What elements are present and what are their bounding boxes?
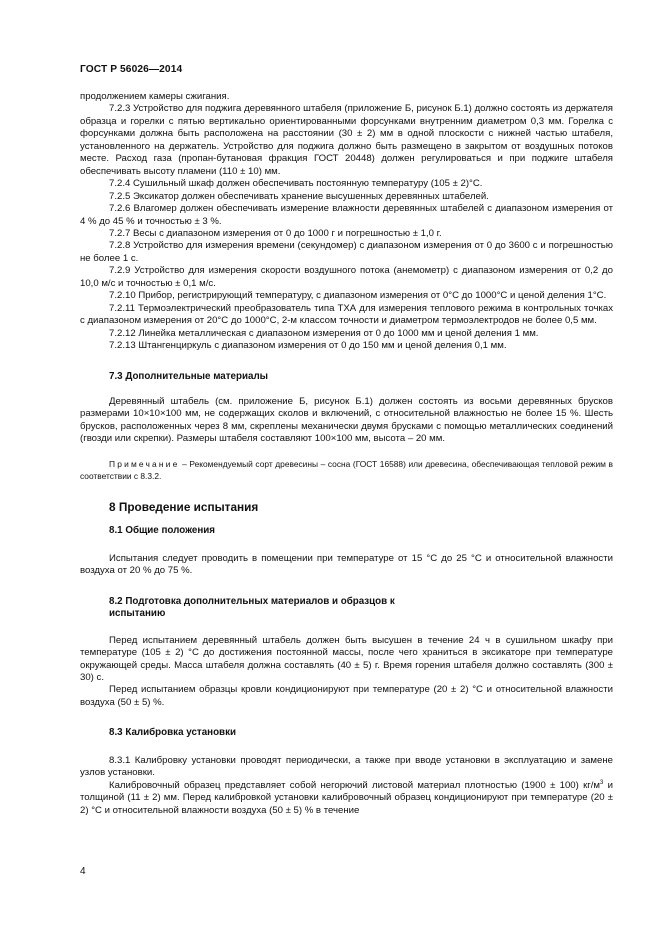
document-body	[80, 91, 613, 817]
page-number: 4	[80, 866, 86, 877]
paragraph-intro: продолжением камеры сжигания.	[80, 91, 230, 102]
paragraph-7-2-6: 7.2.6 Влагомер должен обеспечивать измерение влажности деревянных штабелей с диапазоном измерения от 4 % до 45 % и точностью ± 3 %.	[80, 203, 613, 227]
paragraph-8-1: Испытания следует проводить в помещении при температуре от 15 °С до 25 °С и относительной влажности воздуха от 20 % до 75 %.	[80, 552, 613, 577]
superscript-3: 3	[600, 779, 604, 786]
section-heading-8-3: 8.3 Калибровка установки	[109, 727, 237, 739]
section-heading-7-3: 7.3 Дополнительные материалы	[109, 370, 269, 382]
paragraph-7-2-3: 7.2.3 Устройство для поджига деревянного штабеля (приложение Б, рисунок Б.1) должно состоять из держателя образца и горелки с пятью вертикально ориентированными форсунками внутренним диаметром 0,3 мм. Горелка с форсунками должна быть расположена на расстоянии (30 ± 2) мм в одной плоскости с нижней частью штабеля, установленного на держатель. Устройство для поджига должно быть размещено в закрытом от воздушных потоков месте. Расход газа (пропан-бутановая фракция ГОСТ 20448) должен регулироваться и при поджиге штабеля обеспечивать высоту пламени (110 ± 10) мм.	[80, 103, 613, 177]
note	[80, 458, 613, 482]
paragraph-7-2-13: 7.2.13 Штангенциркуль с диапазоном измерения от 0 до 150 мм и ценой деления 0,1 мм.	[109, 340, 507, 352]
paragraph-7-2-4: 7.2.4 Сушильный шкаф должен обеспечивать постоянную температуру (105 ± 2)°С.	[109, 178, 483, 190]
paragraph-8-3-2-part-b: и толщиной (11 ± 2) мм. Перед калибровкой установки калибровочный образец кондиционируют при температуре (20 ± 2) °С и относительной влажности воздуха (50 ± 5) % в течение	[80, 779, 613, 816]
document-header: ГОСТ Р 56026—2014	[80, 64, 183, 75]
paragraph-8-3-2	[80, 780, 613, 817]
paragraph-7-2-11: 7.2.11 Термоэлектрический преобразователь типа ТХА для измерения теплового режима в контрольных точках с диапазоном измерения от 20°С до 1000°С, 2-м классом точности и диаметром термоэлектродов не более 0,5 мм.	[80, 302, 613, 327]
section-heading-8-2	[109, 596, 613, 620]
paragraph-7-2-8: 7.2.8 Устройство для измерения времени (секундомер) с диапазоном измерения от 0 до 3600 с и погрешностью не более 1 с.	[80, 240, 613, 264]
paragraph-8-2-a: Перед испытанием деревянный штабель должен быть высушен в течение 24 ч в сушильном шкафу при температуре (105 ± 2) °С до достижения постоянной массы, после чего храниться в эксикаторе при температуре окружающей среды. Масса штабеля должна составлять (40 ± 5) г. Время горения штабеля должно составлять (300 ± 30) с.	[80, 634, 613, 683]
paragraph-8-3-1: 8.3.1 Калибровку установки проводят периодически, а также при вводе установки в эксплуатацию и замене узлов установки.	[80, 754, 613, 779]
paragraph-7-2-10: 7.2.10 Прибор, регистрирующий температуру, с диапазоном измерения от 0°С до 1000°С и ценой деления 1°С.	[109, 290, 607, 302]
paragraph-8-2-b: Перед испытанием образцы кровли кондиционируют при температуре (20 ± 2) °С и относительной влажности воздуха (50 ± 5) %.	[80, 684, 613, 708]
section-heading-8-2-line1: 8.2 Подготовка дополнительных материалов и образцов к	[109, 595, 395, 607]
paragraph-7-2-7: 7.2.7 Весы с диапазоном измерения от 0 до 1000 г и погрешностью ± 1,0 г.	[109, 227, 442, 239]
paragraph-7-2-9: 7.2.9 Устройство для измерения скорости воздушного потока (анемометр) с диапазоном измерения от 0,2 до 10,0 м/с и точностью ± 0,1 м/с.	[80, 265, 613, 289]
note-text: – Рекомендуемый сорт древесины – сосна (ГОСТ 16588) или древесина, обеспечивающая тепловой режим в соответствии с 8.3.2.	[80, 458, 613, 481]
paragraph-7-2-5: 7.2.5 Эксикатор должен обеспечивать хранение высушенных деревянных штабелей.	[109, 190, 489, 202]
section-heading-8-1: 8.1 Общие положения	[109, 525, 216, 537]
paragraph-8-3-2-part-a: Калибровочный образец представляет собой негорючий листовой материал плотностью (1900 ± 100) кг/м	[109, 779, 601, 791]
note-label: Примечание	[109, 458, 180, 469]
section-heading-8-2-line2: испытанию	[109, 607, 166, 619]
section-heading-8: 8 Проведение испытания	[109, 499, 259, 514]
paragraph-7-3: Деревянный штабель (см. приложение Б, рисунок Б.1) должен состоять из восьми деревянных брусков размерами 10×10×100 мм, не содержащих сколов и включений, с относительной влажностью не более 15 %. Шесть брусков, расположенных через 8 мм, скреплены механически двумя брусками с помощью металлических соединений (гвозди или скрепки). Размеры штабеля составляют 100×100 мм, высота – 20 мм.	[80, 395, 613, 445]
paragraph-7-2-12: 7.2.12 Линейка металлическая с диапазоном измерения от 0 до 1000 мм и ценой деления 1 мм.	[109, 327, 539, 339]
